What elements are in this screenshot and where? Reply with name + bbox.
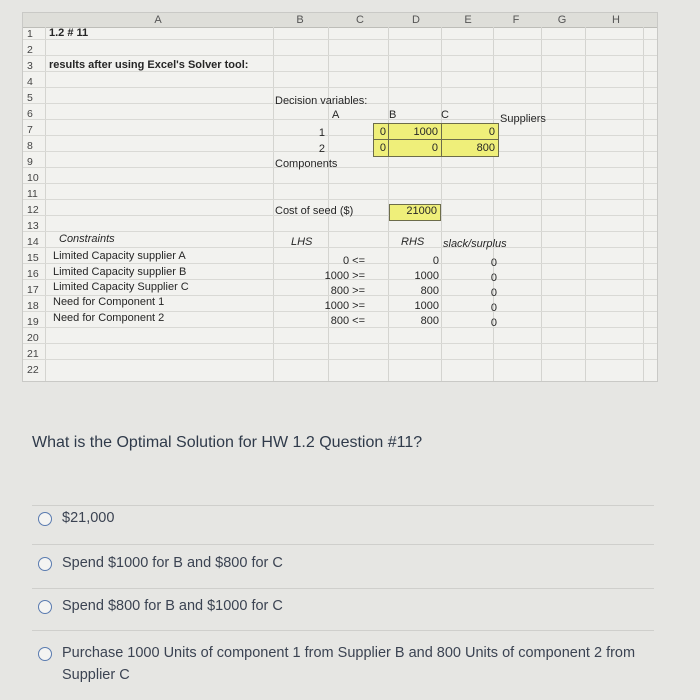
dv-cell-1c[interactable]: 0: [488, 126, 495, 138]
constraint-lhs: 800 <=: [330, 315, 365, 327]
column-header-d[interactable]: D: [412, 14, 420, 26]
answer-option-label: $21,000: [62, 510, 115, 526]
gridline: [23, 135, 657, 136]
radio-button[interactable]: [38, 557, 52, 571]
row-number[interactable]: 4: [27, 76, 33, 88]
constraint-slack: 0: [490, 302, 497, 314]
constraint-lhs: 1000 >=: [324, 270, 365, 282]
column-header-b[interactable]: B: [296, 14, 304, 26]
constraints-heading: Constraints: [59, 233, 115, 245]
suppliers-label: Suppliers: [500, 113, 546, 125]
row-number[interactable]: 13: [27, 220, 39, 232]
radio-button[interactable]: [38, 647, 52, 661]
answer-option-4[interactable]: [38, 642, 638, 686]
row-number[interactable]: 16: [27, 268, 39, 280]
row-number[interactable]: 20: [27, 332, 39, 344]
gridline: [23, 87, 657, 88]
answer-option-3[interactable]: [38, 598, 283, 614]
divider: [32, 505, 654, 506]
cost-label: Cost of seed ($): [275, 205, 354, 217]
gridline: [23, 167, 657, 168]
row-number[interactable]: 22: [27, 364, 39, 376]
divider: [32, 544, 654, 545]
cell-border: [373, 139, 499, 140]
rhs-header: RHS: [401, 236, 425, 248]
gridline: [23, 39, 657, 40]
column-header-g[interactable]: G: [557, 14, 567, 26]
row-number[interactable]: 7: [27, 124, 33, 136]
row-number[interactable]: 1: [27, 28, 33, 40]
row-number[interactable]: 11: [27, 188, 38, 200]
row-number[interactable]: 15: [27, 252, 39, 264]
gridline: [23, 231, 657, 232]
constraint-rhs: 800: [420, 315, 439, 327]
column-header-c[interactable]: C: [356, 14, 364, 26]
constraint-slack: 0: [490, 272, 497, 284]
sheet-title: 1.2 # 11: [49, 27, 89, 39]
divider: [32, 588, 654, 589]
decision-variables-label: Decision variables:: [275, 95, 368, 107]
dv-cell-2b[interactable]: 0: [431, 142, 438, 154]
constraint-lhs: 0 <=: [342, 255, 365, 267]
gridline: [23, 151, 657, 152]
slack-header: slack/surplus: [443, 238, 507, 250]
lhs-header: LHS: [291, 236, 313, 248]
cell-border: [388, 123, 389, 157]
dv-cell-2a[interactable]: 0: [379, 142, 386, 154]
dv-header-a: A: [332, 109, 340, 121]
row-number[interactable]: 14: [27, 236, 39, 248]
constraint-rhs: 0: [432, 255, 439, 267]
constraint-name: Need for Component 2: [53, 312, 165, 324]
gridline: [23, 183, 657, 184]
question-text: What is the Optimal Solution for HW 1.2 Question #11?: [32, 434, 423, 451]
answer-option-1[interactable]: [38, 510, 114, 526]
dv-header-c: C: [441, 109, 449, 121]
constraint-rhs: 800: [420, 285, 439, 297]
answer-option-label: Purchase 1000 Units of component 1 from Supplier B and 800 Units of component 2 from Supplier C: [62, 645, 636, 683]
row-number[interactable]: 8: [27, 140, 33, 152]
row-number[interactable]: 10: [27, 172, 39, 184]
constraint-name: Need for Component 1: [53, 296, 165, 308]
gridline: [23, 119, 657, 120]
column-header-e[interactable]: E: [464, 14, 472, 26]
dv-cell-2c[interactable]: 800: [476, 142, 495, 154]
constraint-slack: 0: [490, 287, 497, 299]
row-number[interactable]: 18: [27, 300, 39, 312]
component-2-label: 2: [318, 143, 325, 155]
dv-cell-1b[interactable]: 1000: [413, 126, 438, 138]
row-number[interactable]: 6: [27, 108, 33, 120]
component-1-label: 1: [318, 127, 325, 139]
constraint-slack: 0: [490, 257, 497, 269]
divider: [32, 630, 654, 631]
constraint-rhs: 1000: [414, 270, 439, 282]
gridline: [23, 247, 657, 248]
gridline: [23, 55, 657, 56]
column-header-h[interactable]: H: [612, 14, 620, 26]
row-number[interactable]: 12: [27, 204, 39, 216]
dv-cell-1a[interactable]: 0: [379, 126, 386, 138]
gridline: [23, 359, 657, 360]
constraint-rhs: 1000: [414, 300, 439, 312]
column-header-a[interactable]: A: [154, 14, 162, 26]
dv-header-b: B: [389, 109, 397, 121]
answer-option-label: Spend $800 for B and $1000 for C: [62, 598, 283, 614]
answer-option-2[interactable]: [38, 555, 283, 571]
row-number[interactable]: 5: [27, 92, 33, 104]
results-heading: results after using Excel's Solver tool:: [49, 59, 249, 71]
row-number[interactable]: 3: [27, 60, 33, 72]
constraint-name: Limited Capacity supplier B: [53, 266, 187, 278]
gridline: [23, 199, 657, 200]
constraint-name: Limited Capacity Supplier C: [53, 281, 189, 293]
row-number[interactable]: 21: [27, 348, 39, 360]
constraint-name: Limited Capacity supplier A: [53, 250, 186, 262]
radio-button[interactable]: [38, 600, 52, 614]
row-number[interactable]: 19: [27, 316, 39, 328]
constraint-slack: 0: [490, 317, 497, 329]
radio-button[interactable]: [38, 512, 52, 526]
gridline: [23, 343, 657, 344]
column-header-f[interactable]: F: [512, 14, 520, 26]
answer-option-label: Spend $1000 for B and $800 for C: [62, 555, 283, 571]
cost-value: 21000: [406, 205, 437, 217]
cell-border: [441, 123, 442, 157]
row-number[interactable]: 2: [27, 44, 33, 56]
row-number[interactable]: 17: [27, 284, 39, 296]
column-header-bar: [23, 13, 657, 28]
constraint-lhs: 800 >=: [330, 285, 365, 297]
row-number[interactable]: 9: [27, 156, 33, 168]
constraint-lhs: 1000 >=: [324, 300, 365, 312]
components-label: Components: [275, 158, 338, 170]
spreadsheet: [22, 12, 658, 382]
